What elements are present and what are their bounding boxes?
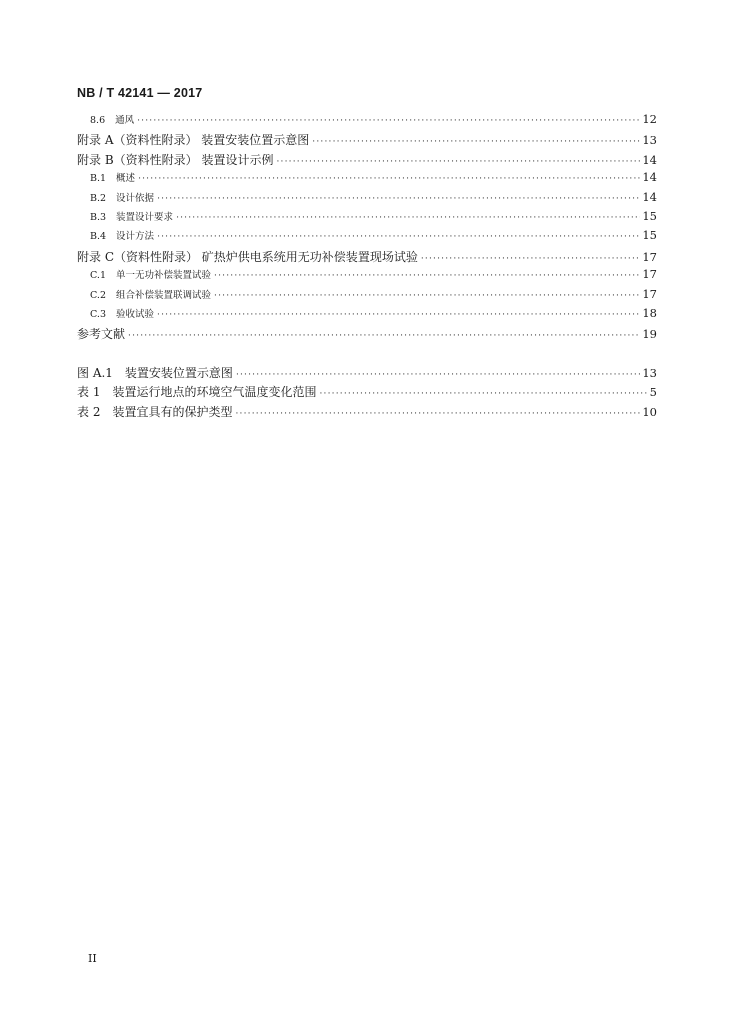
dot-leader (236, 370, 640, 380)
toc-entry-title: 参考文献 (77, 327, 126, 342)
toc-entry-references[interactable] (77, 325, 657, 344)
table-entry-2[interactable] (77, 403, 657, 422)
toc-entry-appendix-a[interactable] (77, 131, 657, 150)
toc-entry-title: 概述 (116, 173, 136, 185)
toc-entry-title: 设计依据 (116, 192, 155, 204)
toc-entry-title: 附录 C（资料性附录） 矿热炉供电系统用无功补偿装置现场试验 (77, 249, 418, 264)
toc-entry-page: 12 (642, 112, 657, 126)
toc-entry-title: 组合补偿装置联调试验 (116, 289, 212, 301)
figure-entry-title: 图 A.1 装置安装位置示意图 (77, 366, 233, 380)
table-entry-page: 5 (649, 385, 657, 400)
table-entry-title: 表 2 装置宜具有的保护类型 (77, 404, 233, 419)
dot-leader (157, 310, 640, 320)
toc-entry-8-6[interactable] (77, 112, 657, 131)
toc-entry-page: 14 (642, 152, 657, 167)
toc-entry-page: 17 (642, 249, 657, 264)
figure-entry-a-1[interactable] (77, 364, 657, 383)
dot-leader (312, 137, 640, 147)
toc-entry-b-3[interactable] (77, 209, 657, 228)
toc-entry-b-1[interactable] (77, 170, 657, 189)
toc-entry-number: B.3 (90, 211, 107, 223)
toc-entry-number: C.1 (90, 270, 106, 282)
dot-leader (137, 116, 640, 126)
toc-entry-page: 13 (642, 133, 657, 148)
figure-entry-page: 13 (642, 366, 657, 380)
toc-entry-c-2[interactable] (77, 287, 657, 306)
toc-entry-appendix-c[interactable] (77, 248, 657, 267)
toc-entry-page: 19 (642, 327, 657, 342)
table-of-contents (77, 112, 657, 345)
toc-entry-title: 通风 (115, 115, 135, 126)
toc-entry-page: 17 (642, 267, 657, 282)
dot-leader (157, 194, 640, 204)
page-number-footer: II (88, 952, 97, 965)
dot-leader (128, 331, 640, 341)
table-entry-title: 表 1 装置运行地点的环境空气温度变化范围 (77, 385, 317, 400)
dot-leader (138, 174, 640, 184)
dot-leader (157, 232, 640, 242)
toc-entry-b-4[interactable] (77, 228, 657, 247)
toc-entry-title: 附录 A（资料性附录） 装置安装位置示意图 (77, 133, 310, 148)
toc-entry-c-3[interactable] (77, 306, 657, 325)
dot-leader (276, 157, 640, 167)
toc-entry-page: 18 (642, 305, 657, 320)
toc-entry-number: 8.6 (90, 115, 106, 126)
toc-entry-title: 单一无功补偿装置试验 (116, 270, 212, 282)
toc-entry-page: 14 (642, 189, 657, 204)
dot-leader (214, 291, 640, 301)
standard-number-header: NB / T 42141 — 2017 (77, 86, 203, 100)
dot-leader (421, 254, 641, 264)
dot-leader (214, 271, 640, 281)
dot-leader (235, 409, 640, 419)
dot-leader (176, 213, 640, 223)
toc-entry-title: 设计方法 (116, 231, 155, 243)
table-entry-page: 10 (642, 404, 657, 419)
toc-entry-page: 17 (642, 286, 657, 301)
toc-entry-title: 附录 B（资料性附录） 装置设计示例 (77, 152, 274, 167)
toc-entry-title: 装置设计要求 (116, 211, 174, 223)
list-of-figures-and-tables (77, 364, 657, 422)
toc-entry-c-1[interactable] (77, 267, 657, 286)
toc-entry-page: 14 (642, 170, 657, 185)
table-entry-1[interactable] (77, 383, 657, 402)
toc-entry-number: C.3 (90, 308, 106, 320)
toc-entry-number: B.2 (90, 192, 107, 204)
toc-entry-b-2[interactable] (77, 190, 657, 209)
toc-entry-title: 验收试验 (116, 308, 155, 320)
toc-entry-number: C.2 (90, 289, 106, 301)
toc-entry-page: 15 (642, 208, 657, 223)
dot-leader (319, 389, 647, 399)
toc-entry-appendix-b[interactable] (77, 151, 657, 170)
toc-entry-number: B.4 (90, 231, 107, 243)
toc-entry-number: B.1 (90, 173, 107, 185)
toc-entry-page: 15 (642, 228, 657, 243)
